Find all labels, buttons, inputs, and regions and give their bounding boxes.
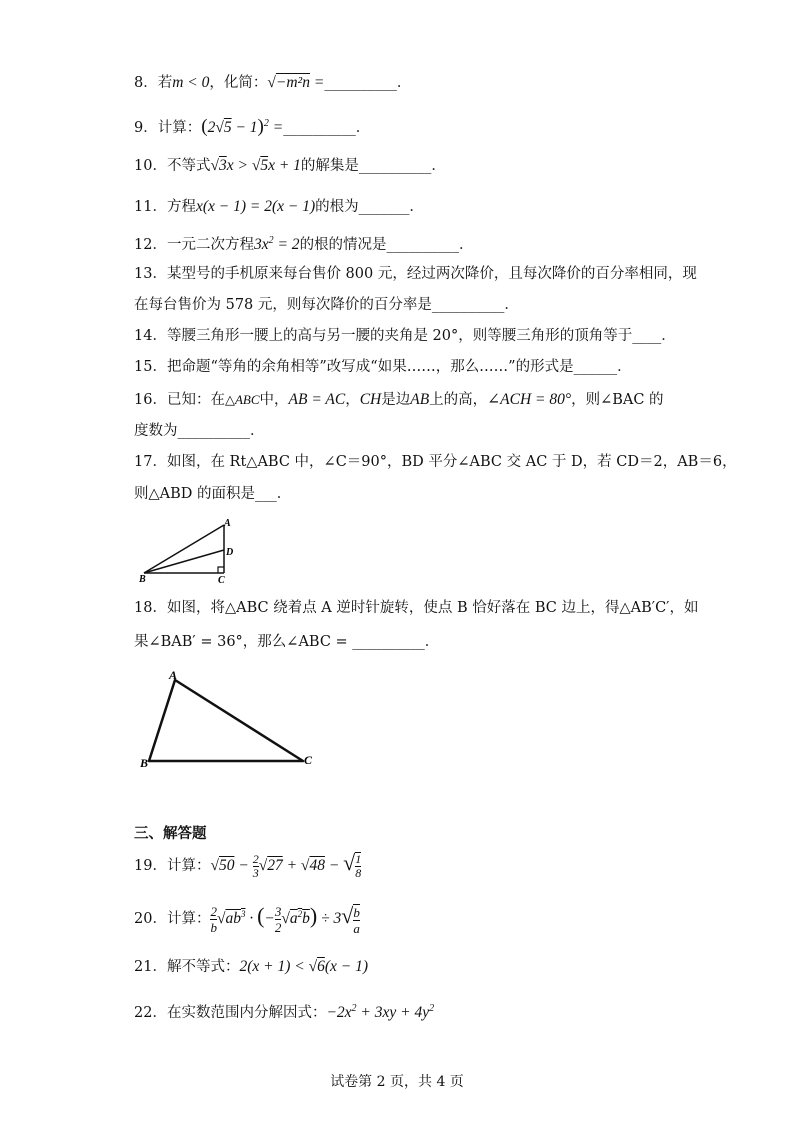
q12-expression: $3x^2 = 2$ <box>253 235 300 254</box>
question-17-line1: 17．如图，在 Rt△ABC 中，∠C＝90°，BD 平分∠ABC 交 AC 于 D，若 CD＝2，AB＝6， <box>134 454 737 470</box>
question-18-line1: 18．如图，将△ABC 绕着点 A 逆时针旋转，使点 B 恰好落在 BC 边上，得△AB′C′，如 <box>134 600 699 616</box>
question-21 <box>134 956 368 978</box>
fig17-label-a: A <box>224 518 231 529</box>
q21-label: 21．解不等式： <box>134 959 240 975</box>
q10-text: 10．不等式 <box>134 158 211 174</box>
q10-blank: 的解集是__________． <box>300 158 446 174</box>
question-18-line2: 果∠BAB′ = 36°，那么∠ABC = __________． <box>134 634 440 650</box>
q22-expression: $-2x^2 + 3xy + 4y^2$ <box>326 1003 435 1022</box>
fig18-label-c: C <box>304 753 313 767</box>
q16-prefix: 16．已知：在 <box>134 392 225 408</box>
question-16-line1 <box>134 389 664 411</box>
q22-label: 22．在实数范围内分解因式： <box>134 1005 327 1022</box>
question-13-line1: 13．某型号的手机原来每台售价 800 元，经过两次降价，且每次降价的百分率相同，现 <box>134 266 697 282</box>
fig17-label-b: B <box>139 574 146 585</box>
q19-label: 19．计算： <box>134 858 211 874</box>
question-16-line2: 度数为__________． <box>134 423 265 439</box>
fig17-label-d: D <box>226 547 234 558</box>
q16-mid3: 是边 <box>381 392 411 408</box>
question-9 <box>134 113 370 139</box>
fig18-label-b: B <box>140 756 149 770</box>
figure-17-triangle <box>136 514 246 586</box>
q16-angle: ∠ACH = 80° <box>487 391 572 408</box>
q16-mid2: ， <box>345 392 360 408</box>
q9-text: 9．计算： <box>134 120 202 137</box>
fig17-label-c: C <box>218 575 225 586</box>
question-17-line2: 则△ABD 的面积是___． <box>134 486 292 502</box>
question-13-line2: 在每台售价为 578 元，则每次降价的百分率是__________． <box>134 297 519 313</box>
q16-ab-ac: AB = AC <box>288 391 346 408</box>
q8-blank: __________． <box>324 75 412 91</box>
question-14: 14．等腰三角形一腰上的高与另一腰的夹角是 20°，则等腰三角形的顶角等于____． <box>134 328 676 344</box>
q16-ab: AB <box>410 391 430 408</box>
question-15: 15．把命题“等角的余角相等”改写成“如果……，那么……”的形式是______． <box>134 359 632 375</box>
q16-ch: CH <box>359 391 382 408</box>
q12-text: 12．一元二次方程 <box>134 237 254 254</box>
q11-text: 11．方程 <box>134 199 196 215</box>
fig17-side-ba <box>144 525 224 573</box>
q21-expression: 2(x + 1) < √6(x − 1) <box>239 958 369 975</box>
q20-label: 20．计算： <box>134 911 211 928</box>
q8-text: 8．若 <box>134 75 173 91</box>
q16-mid: 中， <box>259 392 289 408</box>
q8-condition: m < 0 <box>172 74 210 91</box>
q11-expression: x(x − 1) = 2(x − 1) <box>195 198 316 215</box>
fig18-triangle-abc <box>149 680 303 761</box>
question-19 <box>134 848 361 881</box>
page-footer: 试卷第 2 页，共 4 页 <box>330 1074 464 1090</box>
q16-suffix: ，则∠BAC 的 <box>571 392 664 408</box>
figure-18-triangle <box>136 668 326 772</box>
q19-expression: √50 − $\frac{2}{3}$ √27 + √48 − √ $\frac{1}{8}$ <box>210 850 362 881</box>
q8-mid: ，化简： <box>209 75 268 91</box>
q9-blank: __________． <box>283 120 371 137</box>
question-22 <box>134 998 434 1024</box>
question-8 <box>134 72 411 94</box>
section-title: 三、解答题 <box>134 826 207 842</box>
q9-expression: $(2√5 - 1)^2$ = <box>201 116 284 138</box>
q16-triangle: △ABC <box>224 392 260 407</box>
question-11 <box>134 196 424 218</box>
q11-blank: 的根为_______． <box>315 199 424 215</box>
fig17-right-angle-mark <box>218 567 224 573</box>
q12-blank: 的根的情况是__________． <box>299 237 474 254</box>
q16-mid4: 上的高， <box>429 392 488 408</box>
q10-expression: √3x > √5x + 1 <box>210 157 301 174</box>
question-20 <box>134 897 360 936</box>
fig17-bisector-bd <box>144 550 224 573</box>
question-12 <box>134 230 474 256</box>
q8-expression: √−m²n = <box>267 74 325 91</box>
q20-expression: $\frac{2}{b}$ $√ab^3$ · (− $\frac{3}{2}$ $√a^2b) \div 3√$ $\frac{b}{a}$ <box>210 903 360 936</box>
question-10 <box>134 155 446 177</box>
fig18-label-a: A <box>169 668 178 682</box>
